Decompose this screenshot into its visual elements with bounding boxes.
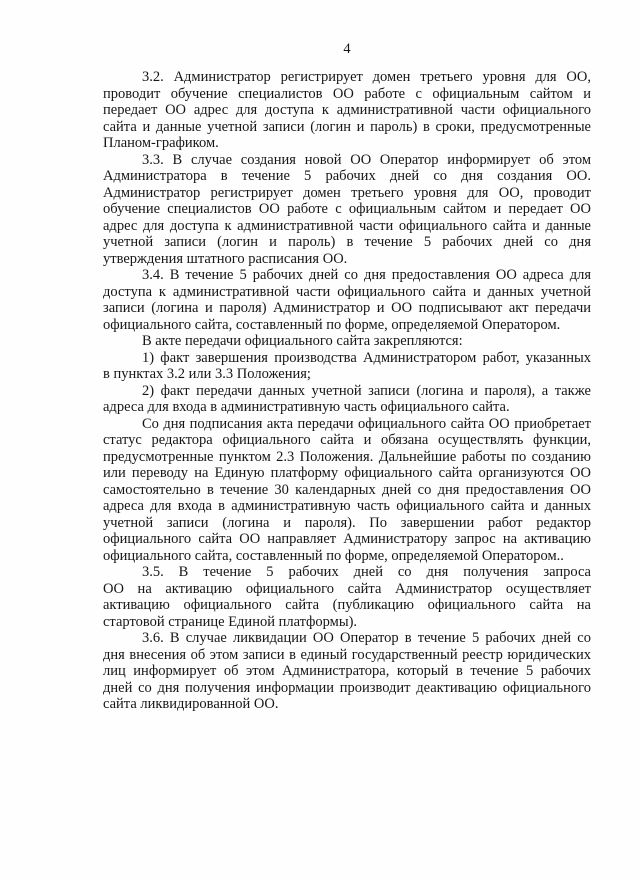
paragraph-act-contents — [103, 333, 591, 350]
text-line: официального сайта, составленный по форме, определяемой Оператором.. — [103, 547, 564, 564]
paragraph-editor-status — [103, 416, 591, 565]
text-line: 3.4. В течение 5 рабочих дней со дня предоставления ОО адреса для — [142, 267, 591, 283]
text-line: в пунктах 3.2 или 3.3 Положения; — [103, 366, 311, 382]
text-line: доступа к административной части официального сайта и данных учетной — [103, 283, 591, 300]
text-line: утверждения штатного расписания ОО. — [103, 250, 348, 267]
text-line: адрес для доступа к административной части официального сайта и данные — [103, 217, 591, 234]
page-number: 4 — [343, 41, 351, 57]
list-item-1 — [103, 350, 591, 383]
text-line: 1) факт завершения производства Администратором работ, указанных — [142, 349, 591, 366]
text-line: обучение специалистов ОО работе с официальным сайтом и передает ОО — [103, 201, 591, 217]
paragraph-3-2 — [103, 69, 591, 152]
text-line: проводит обучение специалистов ОО работе с официальным сайтом и — [103, 85, 591, 102]
text-line: 3.5. В течение 5 рабочих дней со дня получения запроса — [142, 564, 591, 580]
text-line: Администратора в течение 5 рабочих дней со дня создания ОО. — [103, 168, 591, 184]
text-line: 2) факт передачи данных учетной записи (логина и пароля), а также — [142, 382, 591, 399]
text-line: передает ОО адрес для доступа к административной части официального — [103, 102, 591, 118]
text-line: активацию официального сайта (публикацию официального сайта на — [103, 597, 591, 613]
document-body — [103, 69, 591, 713]
text-line: В акте передачи официального сайта закрепляются: — [142, 333, 463, 349]
text-line: адреса для входа в административную часть официального сайта. — [103, 399, 510, 415]
text-line: адреса для входа в административную часть официального сайта и данных — [103, 498, 591, 514]
text-line: официального сайта ОО направляет Администратору запрос на активацию — [103, 531, 591, 547]
text-line: сайта ликвидированной ОО. — [103, 696, 279, 712]
text-line: учетной записи (логин и пароль) в течение 5 рабочих дней со дня — [103, 234, 591, 250]
list-item-2 — [103, 383, 591, 416]
text-line: 3.6. В случае ликвидации ОО Оператор в течение 5 рабочих дней со — [142, 630, 591, 646]
text-line: лиц информирует об этом Администратора, который в течение 5 рабочих — [103, 663, 591, 679]
text-line: сайта и данные учетной записи (логин и пароль) в сроки, предусмотренные — [103, 118, 591, 135]
text-line: Со дня подписания акта передачи официального сайта ОО приобретает — [142, 415, 591, 432]
paragraph-3-4 — [103, 267, 591, 333]
text-line: 3.3. В случае создания новой ОО Оператор информирует об этом — [142, 151, 591, 168]
text-line: Планом-графиком. — [103, 135, 219, 151]
paragraph-3-5 — [103, 564, 591, 630]
text-line: 3.2. Администратор регистрирует домен третьего уровня для ОО, — [142, 69, 591, 85]
text-line: Администратор регистрирует домен третьего уровня для ОО, проводит — [103, 184, 591, 201]
text-line: самостоятельно в течение 30 календарных дней со дня предоставления ОО — [103, 481, 591, 498]
text-line: дня внесения об этом записи в единый государственный реестр юридических — [103, 646, 591, 663]
text-line: или переводу на Единую платформу официального сайта организуются ОО — [103, 465, 591, 481]
text-line: записи (логина и пароля) Администратор и ОО подписывают акт передачи — [103, 300, 591, 316]
text-line: ОО на активацию официального сайта Администратор осуществляет — [103, 580, 591, 597]
paragraph-3-3 — [103, 152, 591, 268]
text-line: официального сайта, составленный по форме, определяемой Оператором. — [103, 316, 561, 333]
text-line: предусмотренные пунктом 2.3 Положения. Дальнейшие работы по созданию — [103, 448, 591, 465]
text-line: дней со дня получения информации производит деактивацию официального — [103, 679, 591, 696]
paragraph-3-6 — [103, 630, 591, 713]
text-line: статус редактора официального сайта и обязана осуществлять функции, — [103, 432, 591, 448]
text-line: учетной записи (логина и пароля). По завершении работ редактор — [103, 514, 591, 531]
text-line: стартовой странице Единой платформы). — [103, 613, 358, 630]
